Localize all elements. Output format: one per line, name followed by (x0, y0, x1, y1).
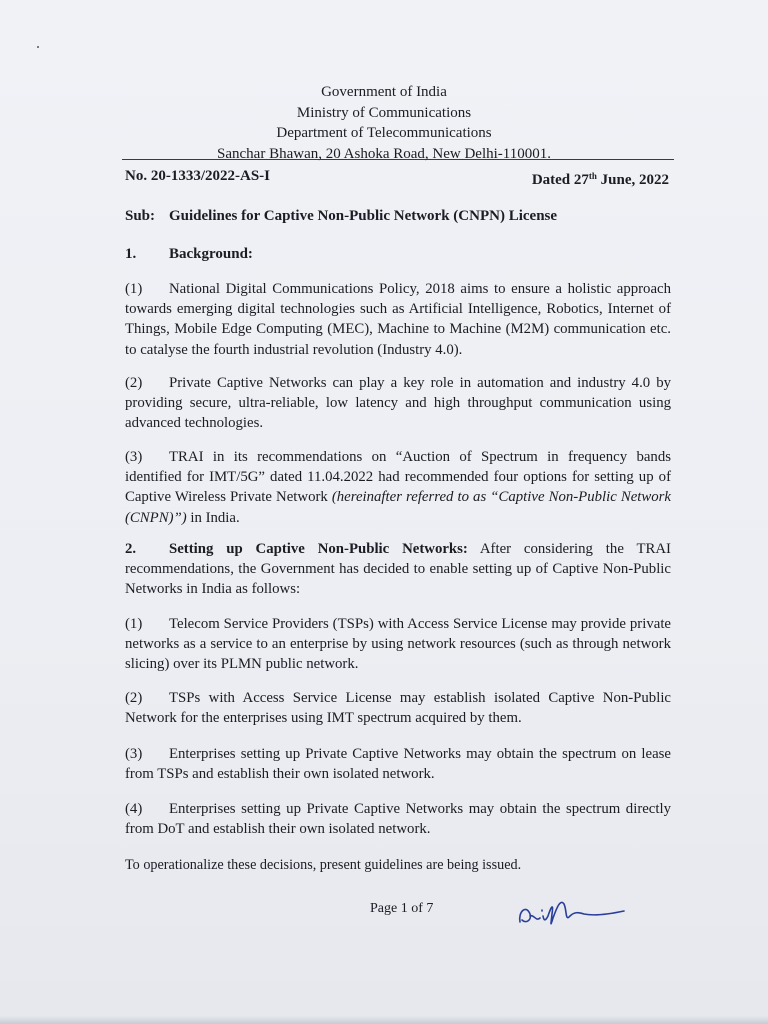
paragraph-number: (2) (125, 690, 143, 706)
subject-line (125, 206, 557, 226)
letterhead-department: Department of Telecommunications (276, 125, 492, 141)
section-2-paragraph-1 (125, 614, 671, 675)
paragraph-italic-text: (hereinafter referred to as “Captive Non-Public Network (CNPN)”) (125, 489, 671, 526)
paragraph-text: Telecom Service Providers (TSPs) with Access Service License may provide private networks as a service to an enterprise by using network resources (such as through network slicing) over its PLMN public network. (125, 616, 671, 673)
paragraph-number: (3) (125, 449, 143, 465)
date-day: Dated 27 (531, 172, 589, 188)
paragraph-number: (4) (125, 801, 143, 817)
section-2-paragraph-4 (125, 799, 671, 839)
subject-text: Guidelines for Captive Non-Public Network (CNPN) License (169, 208, 558, 224)
paragraph-text-end: in India. (186, 509, 240, 526)
section-2-number: 2. (125, 541, 137, 557)
scan-speck (37, 46, 39, 48)
letterhead-ministry: Ministry of Communications (296, 104, 472, 121)
closing-statement: To operationalize these decisions, present guidelines are being issued. (125, 857, 522, 873)
letterhead-address: Sanchar Bhawan, 20 Ashoka Road, New Delhi-110001. (217, 145, 551, 162)
reference-date (532, 166, 669, 190)
reference-line (125, 166, 669, 190)
section-2-title: Setting up Captive Non-Public Networks: (169, 541, 468, 557)
paragraph-text: Enterprises setting up Private Captive Networks may obtain the spectrum on lease from TSPs and establish their own isolated network. (125, 746, 671, 783)
letterhead-divider (122, 159, 674, 160)
signature-image (512, 892, 630, 932)
section-1-paragraph-3 (125, 447, 671, 528)
page-number: Page 1 of 7 (370, 901, 434, 916)
section-1-heading (125, 244, 253, 264)
paragraph-text: TSPs with Access Service License may establish isolated Captive Non-Public Network for the enterprises using IMT spectrum acquired by them. (125, 690, 671, 727)
paragraph-number: (1) (125, 616, 143, 632)
section-1-title: Background: (169, 246, 253, 262)
section-2-intro (125, 539, 671, 600)
section-1-paragraph-2 (125, 373, 671, 434)
paragraph-number: (3) (125, 746, 143, 762)
date-month-year: June, 2022 (596, 172, 669, 188)
section-1-paragraph-1 (125, 279, 671, 360)
section-2-paragraph-3 (125, 744, 671, 784)
paragraph-text: Enterprises setting up Private Captive Networks may obtain the spectrum directly from DoT and establish their own isolated network. (125, 801, 671, 838)
paragraph-number: (2) (125, 375, 143, 391)
section-2-paragraph-2 (125, 688, 671, 728)
section-1-number: 1. (125, 246, 137, 262)
paragraph-text: Private Captive Networks can play a key role in automation and industry 4.0 by providing secure, ultra-reliable, low latency and high throughput communication using advanced technologies. (125, 375, 671, 432)
subject-label: Sub: (125, 208, 156, 224)
section-2-intro-text: After considering the TRAI recommendations, the Government has decided to enable setting up of Captive Non-Public Networks in India as follows: (125, 541, 671, 598)
reference-number: No. 20-1333/2022-AS-I (125, 168, 270, 184)
date-ordinal: th (588, 171, 597, 181)
paragraph-text: TRAI in its recommendations on “Auction of Spectrum in frequency bands identified for IMT/5G” dated 11.04.2022 had recommended four options for setting up of Captive Wireless Private Network (125, 449, 671, 506)
letterhead (0, 82, 768, 164)
letterhead-government: Government of India (321, 84, 447, 100)
paragraph-text: National Digital Communications Policy, 2018 aims to ensure a holistic approach towards emerging digital technologies such as Artificial Intelligence, Robotics, Internet of Things, Mobile Edge Computing (MEC), Machine to Machine (M2M) communication etc. to catalyse the fourth industrial revolution (Industry 4.0). (125, 281, 671, 358)
paragraph-number: (1) (125, 281, 143, 297)
